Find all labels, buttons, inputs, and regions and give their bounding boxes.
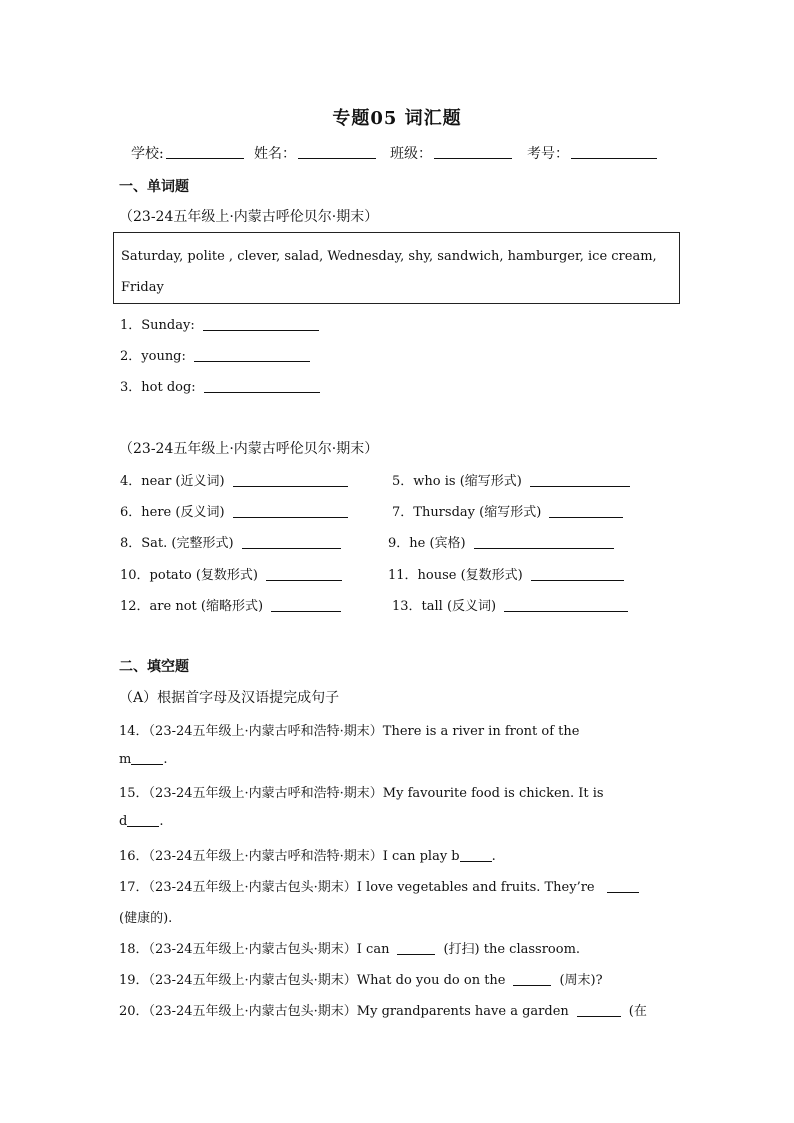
question-13-text: 13．tall (反义词)	[392, 599, 497, 614]
question-19-hint: (周末)?	[559, 973, 603, 988]
school-label: 学校:	[131, 146, 164, 162]
question-19	[119, 969, 603, 988]
number-label: 考号：	[527, 146, 569, 162]
question-14-initial: m	[119, 752, 132, 767]
question-8-text: 8．Sat. (完整形式)	[120, 536, 234, 551]
question-3	[120, 376, 320, 395]
question-7	[392, 501, 623, 520]
answer-blank-1[interactable]	[203, 317, 319, 331]
answer-blank-12[interactable]	[271, 598, 341, 612]
question-12-text: 12．are not (缩略形式)	[120, 599, 264, 614]
answer-blank-5[interactable]	[530, 473, 630, 487]
question-15-period: .	[159, 814, 164, 829]
answer-blank-4[interactable]	[233, 473, 348, 487]
question-1	[120, 314, 319, 333]
question-13	[392, 595, 628, 614]
question-10	[120, 564, 342, 583]
number-field	[527, 143, 659, 163]
question-7-text: 7．Thursday (缩写形式)	[392, 505, 542, 520]
answer-blank-18[interactable]	[397, 941, 435, 955]
class-label: 班级：	[390, 146, 432, 162]
answer-blank-8[interactable]	[242, 535, 341, 549]
question-17-line-1	[119, 876, 639, 895]
question-16	[119, 845, 496, 864]
number-blank[interactable]	[571, 144, 657, 159]
page-title: 专题05 词汇题	[332, 108, 462, 129]
question-12	[120, 595, 341, 614]
answer-blank-19[interactable]	[513, 972, 551, 986]
answer-blank-14[interactable]	[131, 751, 163, 765]
question-18-hint: (打扫) the classroom.	[443, 942, 581, 957]
question-18-text: 18．（23-24五年级上·内蒙古包头·期末）I can	[119, 942, 390, 957]
question-18	[119, 938, 580, 957]
section2-subheading: （A）根据首字母及汉语提完成句子	[119, 690, 340, 706]
question-20	[119, 1000, 647, 1019]
class-blank[interactable]	[434, 144, 512, 159]
question-15-initial: d	[119, 814, 128, 829]
answer-blank-10[interactable]	[266, 567, 342, 581]
question-1-text: 1．Sunday:	[120, 318, 195, 333]
answer-blank-11[interactable]	[531, 567, 624, 581]
question-5	[392, 470, 630, 489]
question-6-text: 6．here (反义词)	[120, 505, 225, 520]
answer-blank-16[interactable]	[460, 848, 492, 862]
question-19-text: 19．（23-24五年级上·内蒙古包头·期末）What do you do on the	[119, 973, 506, 988]
answer-blank-3[interactable]	[204, 379, 320, 393]
section1-heading: 一、单词题	[119, 179, 189, 195]
section2-heading: 二、填空题	[119, 659, 189, 675]
question-4	[120, 470, 348, 489]
class-field	[390, 143, 514, 163]
answer-blank-9[interactable]	[474, 535, 614, 549]
school-blank[interactable]	[166, 144, 244, 159]
school-field	[131, 143, 246, 163]
question-2	[120, 345, 310, 364]
question-15-line-2	[119, 813, 163, 829]
name-field	[254, 143, 378, 163]
question-16-text: 16．（23-24五年级上·内蒙古呼和浩特·期末）I can play b	[119, 849, 460, 864]
question-17-text: 17．（23-24五年级上·内蒙古包头·期末）I love vegetables and fruits. They’re	[119, 880, 595, 895]
question-2-text: 2．young:	[120, 349, 186, 364]
question-20-text: 20．（23-24五年级上·内蒙古包头·期末）My grandparents have a garden	[119, 1004, 569, 1019]
question-9-text: 9．he (宾格)	[388, 536, 466, 551]
question-14-line-2	[119, 751, 167, 767]
name-blank[interactable]	[298, 144, 376, 159]
answer-blank-20[interactable]	[577, 1003, 621, 1017]
question-9	[388, 532, 614, 551]
question-4-text: 4．near (近义词)	[120, 474, 225, 489]
question-14-line-1: 14．（23-24五年级上·内蒙古呼和浩特·期末）There is a river in front of the	[119, 724, 580, 739]
question-17-line-2: (健康的).	[119, 911, 173, 926]
question-8	[120, 532, 341, 551]
question-11	[388, 564, 624, 583]
name-label: 姓名：	[254, 146, 296, 162]
question-15-line-1: 15．（23-24五年级上·内蒙古呼和浩特·期末）My favourite food is chicken. It is	[119, 786, 604, 801]
question-20-hint: (在	[628, 1004, 647, 1019]
section1-source-1: （23-24五年级上·内蒙古呼伦贝尔·期末）	[119, 209, 379, 225]
question-5-text: 5．who is (缩写形式)	[392, 474, 522, 489]
section1-source-2: （23-24五年级上·内蒙古呼伦贝尔·期末）	[119, 441, 379, 457]
answer-blank-13[interactable]	[504, 598, 628, 612]
question-16-period: .	[491, 849, 496, 864]
word-bank-box: Saturday, polite , clever, salad, Wednesday, shy, sandwich, hamburger, ice cream, Friday	[113, 232, 680, 304]
question-10-text: 10．potato (复数形式)	[120, 568, 258, 583]
answer-blank-17[interactable]	[607, 879, 639, 893]
answer-blank-6[interactable]	[233, 504, 348, 518]
question-3-text: 3．hot dog:	[120, 380, 196, 395]
answer-blank-15[interactable]	[127, 813, 159, 827]
answer-blank-7[interactable]	[549, 504, 623, 518]
question-6	[120, 501, 348, 520]
question-14-period: .	[163, 752, 168, 767]
answer-blank-2[interactable]	[194, 348, 310, 362]
question-11-text: 11．house (复数形式)	[388, 568, 523, 583]
